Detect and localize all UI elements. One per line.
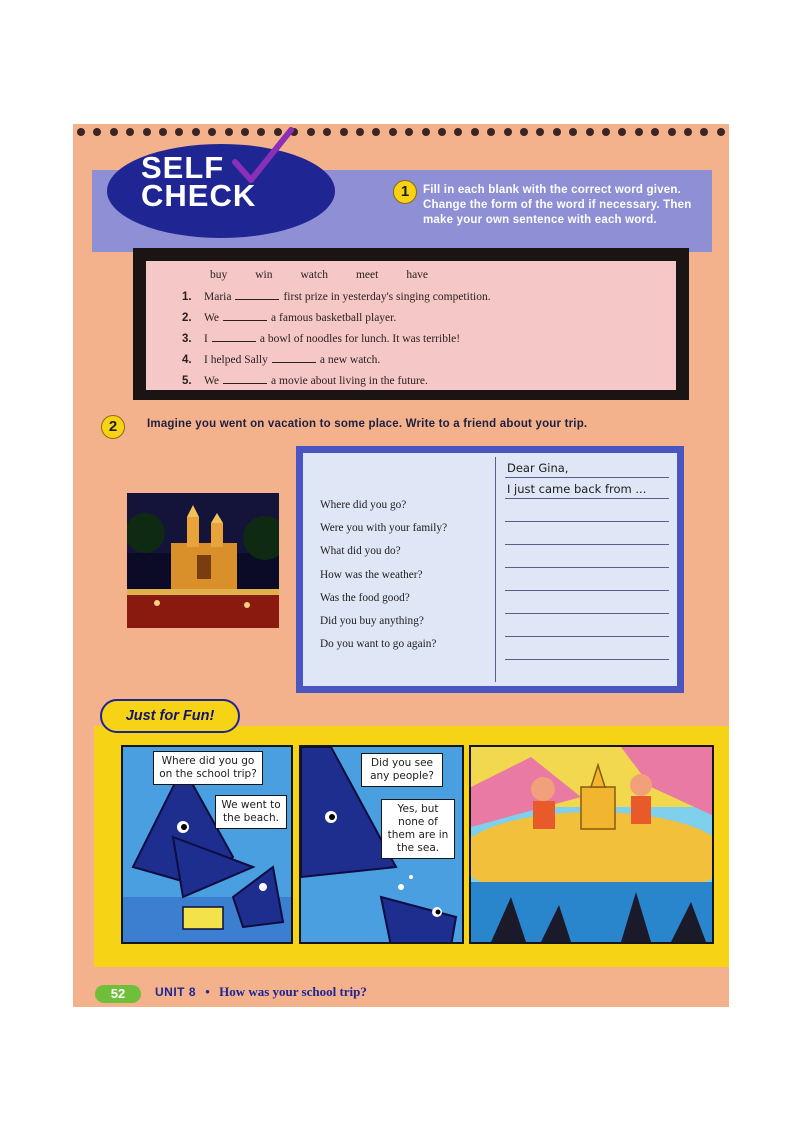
writing-line[interactable] [505, 477, 669, 478]
exercise-item: 1. Maria first prize in yesterday's singing competition. [182, 291, 491, 303]
writing-line[interactable] [505, 590, 669, 591]
question-item: What did you do? [320, 545, 401, 558]
dotted-border [73, 128, 729, 142]
answer-blank[interactable] [235, 290, 279, 300]
night-church-photo [127, 493, 279, 628]
purple-check-icon [231, 126, 295, 184]
page-number: 52 [95, 985, 141, 1003]
question-item: Do you want to go again? [320, 638, 437, 651]
answer-blank[interactable] [223, 311, 267, 321]
writing-line[interactable] [505, 521, 669, 522]
writing-line[interactable] [505, 613, 669, 614]
letter-divider [495, 457, 496, 682]
speech-bubble: Where did you go on the school trip? [153, 751, 263, 785]
answer-blank[interactable] [212, 332, 256, 342]
letter-box [303, 453, 677, 686]
question-item: How was the weather? [320, 568, 423, 581]
word-bank-item: have [406, 269, 429, 281]
comic-panel-3 [469, 745, 714, 944]
beach-illustration [471, 747, 714, 944]
word-bank [210, 269, 456, 281]
comic-panel-2 [299, 745, 464, 944]
exercise-item: 3. I a bowl of noodles for lunch. It was terrible! [182, 333, 461, 345]
word-bank-item: win [255, 269, 273, 281]
comic-panel-1 [121, 745, 293, 944]
exercise-item: 4. I helped Sally a new watch. [182, 354, 381, 366]
exercise-1-instruction: Fill in each blank with the correct word given. Change the form of the word if necessary. Then make your own sentence with each word. [423, 184, 692, 226]
footer-title [155, 984, 367, 1000]
question-item: Were you with your family? [320, 522, 448, 535]
exercise-1-box [146, 261, 676, 390]
unit-label: UNIT 8 [155, 985, 197, 999]
unit-title: How was your school trip? [219, 984, 367, 999]
writing-line[interactable] [505, 498, 669, 499]
answer-blank[interactable] [223, 374, 267, 384]
speech-bubble: Did you see any people? [361, 753, 443, 787]
question-item: Was the food good? [320, 591, 410, 604]
question-list [320, 498, 447, 660]
exercise-2-instruction: Imagine you went on vacation to some place. Write to a friend about your trip. [147, 418, 588, 430]
just-for-fun-badge: Just for Fun! [100, 699, 240, 733]
writing-line[interactable] [505, 544, 669, 545]
writing-line[interactable] [505, 659, 669, 660]
question-item: Where did you go? [320, 499, 407, 511]
textbook-page [73, 124, 729, 1007]
letter-greeting: Dear Gina, [507, 461, 569, 475]
exercise-2-number: 2 [101, 415, 125, 439]
writing-line[interactable] [505, 567, 669, 568]
word-bank-item: watch [300, 269, 328, 281]
word-bank-item: buy [210, 269, 228, 281]
title-line-2: CHECK [141, 178, 257, 213]
separator: • [205, 984, 210, 999]
answer-blank[interactable] [272, 353, 316, 363]
word-bank-item: meet [355, 269, 379, 281]
exercise-item: 5. We a movie about living in the future. [182, 375, 428, 387]
exercise-1-number: 1 [393, 180, 417, 204]
title-line-1: SELF [141, 150, 225, 185]
exercise-item: 2. We a famous basketball player. [182, 312, 397, 324]
speech-bubble: Yes, but none of them are in the sea. [381, 799, 455, 859]
speech-bubble: We went to the beach. [215, 795, 287, 829]
writing-line[interactable] [505, 636, 669, 637]
question-item: Did you buy anything? [320, 614, 424, 627]
letter-first-line: I just came back from ... [507, 482, 647, 496]
